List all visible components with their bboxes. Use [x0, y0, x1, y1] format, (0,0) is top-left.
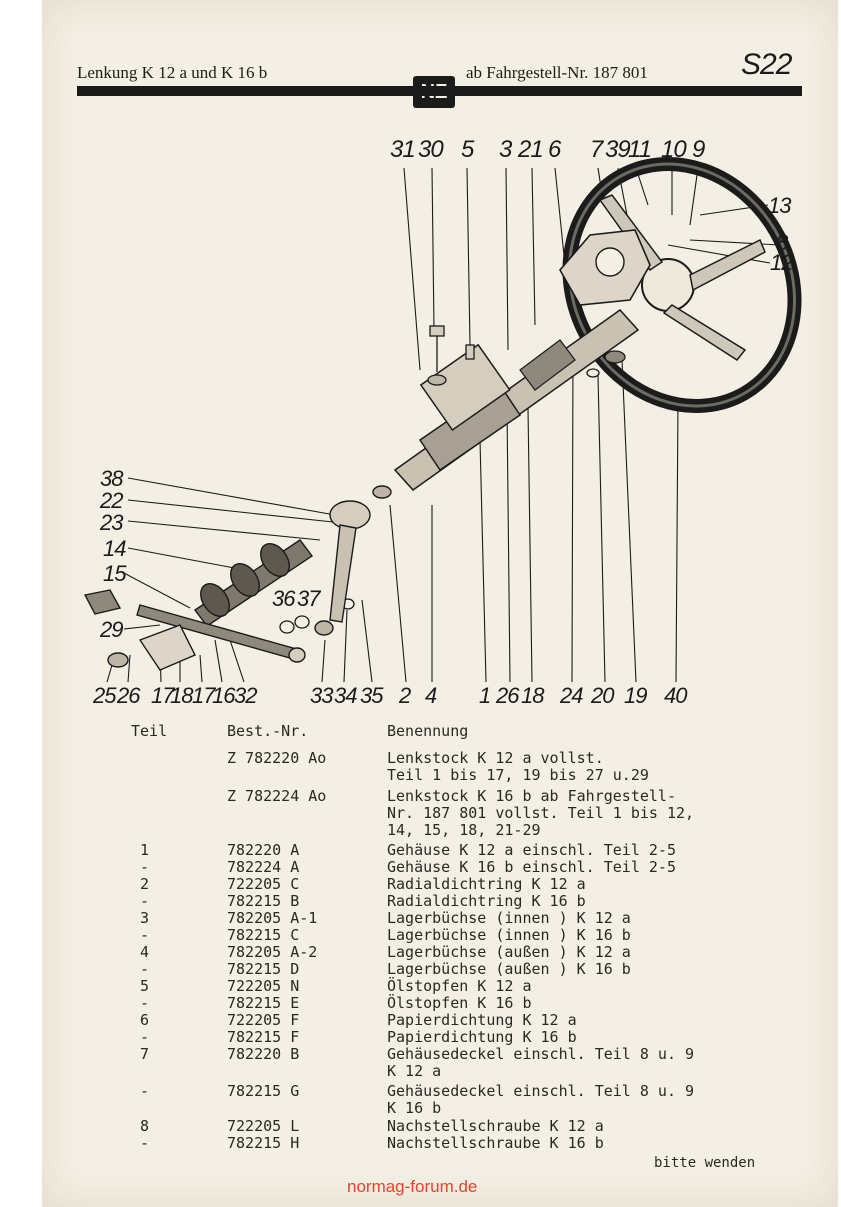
callout-37: 37 [297, 586, 320, 611]
callout-38: 38 [100, 466, 123, 491]
part-name-cell: Lagerbüchse (außen ) K 16 b [387, 960, 631, 978]
turn-page-note: bitte wenden [654, 1155, 756, 1171]
table-row [0, 960, 800, 977]
table-row [0, 841, 800, 858]
callout-8: 8 [776, 230, 788, 255]
watermark: normag-forum.de [347, 1177, 478, 1196]
table-row [0, 994, 800, 1011]
column-header-benennung: Benennung [387, 722, 469, 740]
table-row [0, 1134, 800, 1151]
order-number-cell: 722205 F [227, 1011, 300, 1029]
part-number-cell: 6 [140, 1011, 150, 1029]
part-name-cell: Lenkstock K 16 b ab Fahrgestell- [387, 787, 676, 805]
callout-23: 23 [100, 510, 123, 535]
table-row [0, 892, 800, 909]
table-row [0, 1099, 800, 1116]
callout-33: 33 [310, 683, 333, 708]
callout-1: 1 [479, 683, 491, 708]
callout-24: 24 [560, 683, 583, 708]
steering-column-drawing [395, 310, 638, 490]
table-row [0, 821, 800, 838]
page-number: S22 [741, 48, 792, 81]
part-number-cell: 1 [140, 841, 150, 859]
part-number-cell: - [140, 892, 150, 910]
order-number-cell: 722205 N [227, 977, 300, 995]
column-header-best-nr: Best.-Nr. [227, 722, 309, 740]
part-name-cell: Lagerbüchse (innen ) K 16 b [387, 926, 631, 944]
part-name-cell: Lagerbüchse (innen ) K 12 a [387, 909, 631, 927]
part-number-cell: 7 [140, 1045, 150, 1063]
column-header-teil: Teil [131, 722, 168, 740]
callout-20: 20 [591, 683, 614, 708]
part-number-cell: - [140, 1028, 150, 1046]
part-name-cell: Gehäuse K 16 b einschl. Teil 2-5 [387, 858, 676, 876]
table-row [0, 1011, 800, 1028]
order-number-cell: Z 782220 Ao [227, 749, 327, 767]
callout-29: 29 [100, 617, 123, 642]
callout-14: 14 [103, 536, 126, 561]
order-number-cell: 782215 C [227, 926, 300, 944]
callout-13: 13 [768, 193, 791, 218]
table-row [0, 1062, 800, 1079]
order-number-cell: 782215 B [227, 892, 300, 910]
part-name-cell: Radialdichtring K 16 b [387, 892, 586, 910]
callout-11: 11 [628, 136, 651, 163]
order-number-cell: 782215 E [227, 994, 300, 1012]
callout-18: 18 [170, 683, 193, 708]
part-name-cell: Papierdichtung K 12 a [387, 1011, 577, 1029]
part-number-cell: - [140, 1134, 150, 1152]
callout-19: 19 [624, 683, 647, 708]
part-name-cell: Gehäusedeckel einschl. Teil 8 u. 9 [387, 1082, 695, 1100]
table-row [0, 926, 800, 943]
page-title: Lenkung K 12 a und K 16 b [77, 63, 268, 82]
callout-10: 10 [661, 136, 686, 163]
order-number-cell: 782215 F [227, 1028, 300, 1046]
part-name-cell: Ölstopfen K 16 b [387, 994, 532, 1012]
part-number-cell: 2 [140, 875, 150, 893]
order-number-cell: 782215 D [227, 960, 300, 978]
part-name-cell: K 12 a [387, 1062, 442, 1080]
order-number-cell: 782215 G [227, 1082, 300, 1100]
table-row [0, 787, 800, 804]
order-number-cell: 722205 L [227, 1117, 300, 1135]
callout-40: 40 [664, 683, 687, 708]
worm-shaft-drawing [195, 486, 391, 635]
order-number-cell: 782205 A-1 [227, 909, 318, 927]
table-row [0, 1045, 800, 1062]
table-row [0, 977, 800, 994]
table-row [0, 875, 800, 892]
table-row [0, 749, 800, 766]
callout-35: 35 [360, 683, 383, 708]
callout-2: 2 [399, 683, 411, 708]
callout-36: 36 [272, 586, 295, 611]
callout-17b: 17 [192, 683, 215, 708]
callout-31: 31 [390, 136, 415, 163]
callout-16: 16 [212, 683, 235, 708]
callout-21: 21 [518, 136, 543, 163]
callout-32: 32 [234, 683, 257, 708]
part-name-cell: Nachstellschraube K 12 a [387, 1117, 604, 1135]
order-number-cell: Z 782224 Ao [227, 787, 327, 805]
part-number-cell: 3 [140, 909, 150, 927]
part-name-cell: 14, 15, 18, 21-29 [387, 821, 541, 839]
part-name-cell: Teil 1 bis 17, 19 bis 27 u.29 [387, 766, 649, 784]
part-name-cell: Gehäuse K 12 a einschl. Teil 2-5 [387, 841, 676, 859]
callout-18b: 18 [521, 683, 544, 708]
part-name-cell: Lenkstock K 12 a vollst. [387, 749, 604, 767]
order-number-cell: 722205 C [227, 875, 300, 893]
part-number-cell: - [140, 858, 150, 876]
table-row [0, 1117, 800, 1134]
part-number-cell: - [140, 994, 150, 1012]
part-name-cell: Nachstellschraube K 16 b [387, 1134, 604, 1152]
callout-34: 34 [334, 683, 357, 708]
part-number-cell: - [140, 960, 150, 978]
part-name-cell: K 16 b [387, 1099, 442, 1117]
part-name-cell: Nr. 187 801 vollst. Teil 1 bis 12, [387, 804, 695, 822]
callout-7: 7 [590, 136, 603, 163]
table-row [0, 1028, 800, 1045]
table-row [0, 858, 800, 875]
part-number-cell: - [140, 1082, 150, 1100]
callout-4: 4 [425, 683, 437, 708]
order-number-cell: 782224 A [227, 858, 300, 876]
order-number-cell: 782220 B [227, 1045, 300, 1063]
order-number-cell: 782220 A [227, 841, 300, 859]
part-name-cell: Lagerbüchse (außen ) K 12 a [387, 943, 631, 961]
callout-26b: 26 [496, 683, 519, 708]
callout-3: 3 [499, 136, 512, 163]
table-row [0, 943, 800, 960]
callout-12: 12 [770, 250, 793, 275]
part-name-cell: Radialdichtring K 12 a [387, 875, 586, 893]
table-row [0, 909, 800, 926]
part-number-cell: - [140, 926, 150, 944]
order-number-cell: 782205 A-2 [227, 943, 318, 961]
callout-26: 26 [117, 683, 140, 708]
callout-9: 9 [692, 136, 705, 163]
part-name-cell: Gehäusedeckel einschl. Teil 8 u. 9 [387, 1045, 695, 1063]
chassis-number: ab Fahrgestell-Nr. 187 801 [466, 63, 648, 82]
callout-30: 30 [418, 136, 443, 163]
callout-22: 22 [100, 488, 123, 513]
part-number-cell: 5 [140, 977, 150, 995]
callout-6: 6 [548, 136, 561, 163]
table-row [0, 766, 800, 783]
part-number-cell: 4 [140, 943, 150, 961]
part-name-cell: Papierdichtung K 16 b [387, 1028, 577, 1046]
part-name-cell: Ölstopfen K 12 a [387, 977, 532, 995]
callout-15: 15 [103, 561, 126, 586]
table-row [0, 804, 800, 821]
callout-5: 5 [461, 136, 474, 163]
callout-39: 39 [605, 136, 630, 163]
callout-25: 25 [93, 683, 116, 708]
table-row [0, 1082, 800, 1099]
callout-17: 17 [151, 683, 174, 708]
part-number-cell: 8 [140, 1117, 150, 1135]
order-number-cell: 782215 H [227, 1134, 300, 1152]
